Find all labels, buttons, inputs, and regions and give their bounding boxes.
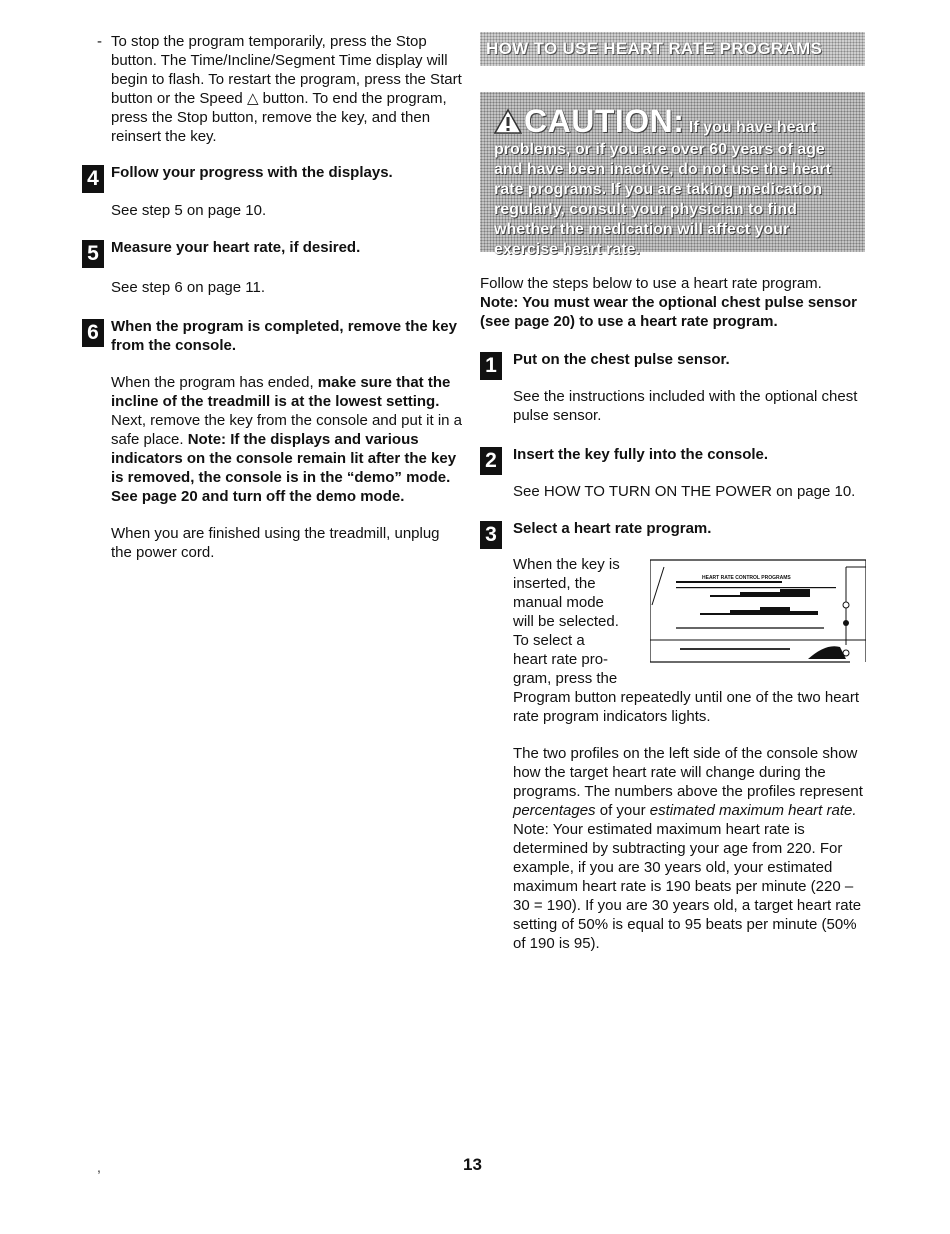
left-column — [82, 32, 462, 562]
hr-step-3 — [480, 519, 865, 953]
console-wrap — [513, 555, 865, 688]
caution-text-block — [494, 103, 855, 260]
step-number-badge: 3 — [480, 521, 502, 549]
program-ended-paragraph: When the program has ended, make sure that the incline of the treadmill is at the lowest setting. Next, remove the key from the console and put it in a safe place. Note: If the displays and various indicators on the console remain lit after the key is removed, the console is in the “demo” mode. See page 20 and turn off the demo mode. — [111, 374, 463, 505]
hr-step-1 — [480, 350, 865, 425]
step-title: Follow your progress with the displays. — [111, 164, 393, 181]
console-figure-label: HEART RATE CONTROL PROGRAMS — [702, 575, 791, 581]
step-6 — [82, 317, 462, 562]
stop-program-paragraph: - To stop the program temporarily, press the Stop button. The Time/Incline/Segment Time display will begin to flash. To restart the program, press the Start button or the Speed △ button. To end the program, press the Stop button, remove the key, and then reinsert the key. — [97, 33, 462, 145]
step-number-badge: 2 — [480, 447, 502, 475]
step-4 — [82, 163, 462, 220]
warning-triangle-icon — [494, 108, 522, 140]
step-text: See step 6 on page 11. — [111, 279, 266, 296]
step-title: Put on the chest pulse sensor. — [513, 351, 730, 368]
step-title: When the program is completed, remove the key from the console. — [111, 318, 457, 354]
step-text: See step 5 on page 10. — [111, 202, 267, 219]
program-button-text: Program button repeatedly until one of the two heart rate program indicators lights. — [513, 689, 860, 725]
step-title: Measure your heart rate, if desired. — [111, 239, 361, 256]
step-number-badge: 1 — [480, 352, 502, 380]
step-title: Insert the key fully into the console. — [513, 446, 769, 463]
select-program-text: When the key is inserted, the manual mode will be selected. To select a heart rate pro- gram, press the — [513, 556, 620, 687]
page-number: 13 — [463, 1155, 482, 1174]
heart-rate-intro: Follow the steps below to use a heart rate program. — [480, 275, 822, 292]
section-banner — [480, 32, 865, 66]
step-text: See the instructions included with the optional chest pulse sensor. — [513, 388, 858, 424]
step-text: See HOW TO TURN ON THE POWER on page 10. — [513, 483, 856, 500]
stray-mark: , — [97, 1159, 101, 1175]
hr-step-2 — [480, 445, 865, 501]
step-5 — [82, 238, 462, 297]
step-number-badge: 4 — [82, 165, 104, 193]
step-number-badge: 6 — [82, 319, 104, 347]
step-number-badge: 5 — [82, 240, 104, 268]
caution-heading: CAUTION: — [524, 103, 685, 139]
profiles-explanation: The two profiles on the left side of the console show how the target heart rate will change during the programs. The numbers above the profiles represent percentages of your estimated maximum heart rate. Note: Your estimated maximum heart rate is determined by subtracting your age from 220. For example, if you are 30 years old, your estimated maximum heart rate is 190 beats per minute (220 – 30 = 190). If you are 30 years old, a target heart rate setting of 50% is equal to 95 beats per minute (50% of 190 is 95). — [513, 745, 863, 952]
unplug-paragraph: When you are finished using the treadmill, unplug the power cord. — [111, 525, 440, 561]
caution-message: If you have heart problems, or if you are over 60 years of age and have been inactive, do not use the heart rate programs. If you are taking medication regularly, consult your physician to find whether the medication will affect your exercise heart rate. — [494, 119, 831, 258]
right-column — [480, 32, 865, 953]
console-illustration — [650, 555, 866, 665]
caution-box — [480, 92, 865, 258]
bullet-dash: - — [97, 33, 102, 50]
section-title: HOW TO USE HEART RATE PROGRAMS — [486, 39, 823, 58]
step-title: Select a heart rate program. — [513, 520, 712, 537]
heart-rate-intro-note: Note: You must wear the optional chest pulse sensor (see page 20) to use a heart rate program. — [480, 294, 858, 330]
